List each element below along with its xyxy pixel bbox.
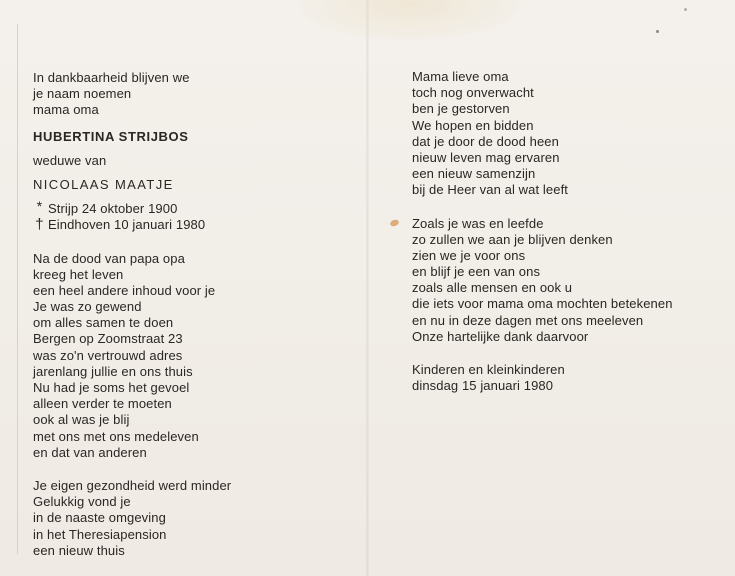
signature-date: dinsdag 15 januari 1980 (412, 378, 554, 394)
stanza-line: dat je door de dood heen (412, 133, 559, 149)
widow-of-label: weduwe van (33, 152, 107, 168)
stanza-text: Zoals je was en leefde (412, 215, 544, 231)
stanza-line: We hopen en bidden (412, 117, 534, 133)
stanza-line: die iets voor mama oma mochten betekenen (412, 296, 673, 312)
poem-line: een heel andere inhoud voor je (33, 282, 216, 298)
poem-line: Nu had je soms het gevoel (33, 380, 190, 395)
poem-line: Je eigen gezondheid werd minder (33, 477, 232, 493)
poem-line: in het Theresiapension (33, 526, 167, 542)
birth-text: Strijp 24 oktober 1900 (48, 201, 178, 217)
paper-stain (300, 0, 520, 40)
death-text: Eindhoven 10 januari 1980 (48, 217, 206, 233)
poem-line: Na de dood van papa opa (33, 250, 185, 266)
paper-speck (656, 30, 659, 33)
poem-line: in de naaste omgeving (33, 510, 166, 526)
stanza-line: en blijf je een van ons (412, 264, 541, 280)
poem-line: kreeg het leven (33, 266, 124, 282)
stanza-line: en nu in deze dagen met ons meeleven (412, 312, 644, 328)
poem-line: ook al was je blij (33, 412, 130, 428)
poem-line: om alles samen te doen (33, 315, 174, 331)
star-icon: * (36, 198, 43, 215)
intro-line: In dankbaarheid blijven we (33, 70, 190, 85)
poem-line: jarenlang jullie en ons thuis (33, 363, 193, 379)
stanza-line: Onze hartelijke dank daarvoor (412, 328, 589, 344)
death-row (33, 217, 231, 233)
stanza-line: zo zullen we aan je blijven denken (412, 231, 613, 247)
birth-row (33, 198, 231, 217)
card-fold (366, 0, 369, 576)
stanza-line: toch nog onverwacht (412, 85, 534, 101)
paper-speck (684, 8, 687, 11)
stanza-line: bij de Heer van al wat leeft (412, 182, 568, 198)
stanza-line (412, 216, 673, 232)
right-page (412, 69, 673, 394)
intro-line: mama oma (33, 102, 99, 118)
poem-line: alleen verder te moeten (33, 396, 172, 412)
poem-line: en dat van anderen (33, 444, 147, 460)
poem-line: Bergen op Zoomstraat 23 (33, 331, 183, 347)
left-page (33, 70, 231, 559)
stanza-line: Mama lieve oma (412, 69, 509, 84)
stanza-line: een nieuw samenzijn (412, 166, 536, 182)
stanza-line: ben je gestorven (412, 101, 510, 117)
poem-line: was zo'n vertrouwd adres (33, 347, 183, 363)
cross-icon: † (35, 216, 44, 234)
poem-line: Je was zo gewend (33, 299, 142, 315)
stanza-line: zien we je voor ons (412, 247, 526, 263)
paper-mark (389, 218, 400, 227)
signature-line: Kinderen en kleinkinderen (412, 362, 565, 377)
deceased-name: HUBERTINA STRIJBOS (33, 128, 189, 144)
stanza-line: zoals alle mensen en ook u (412, 280, 573, 296)
poem-line: een nieuw thuis (33, 542, 125, 558)
card-edge-line (17, 24, 18, 554)
husband-name: NICOLAAS MAATJE (33, 176, 174, 192)
poem-line: Gelukkig vond je (33, 494, 131, 510)
stanza-line: nieuw leven mag ervaren (412, 149, 560, 165)
poem-line: met ons met ons medeleven (33, 428, 199, 444)
intro-line: je naam noemen (33, 86, 132, 102)
